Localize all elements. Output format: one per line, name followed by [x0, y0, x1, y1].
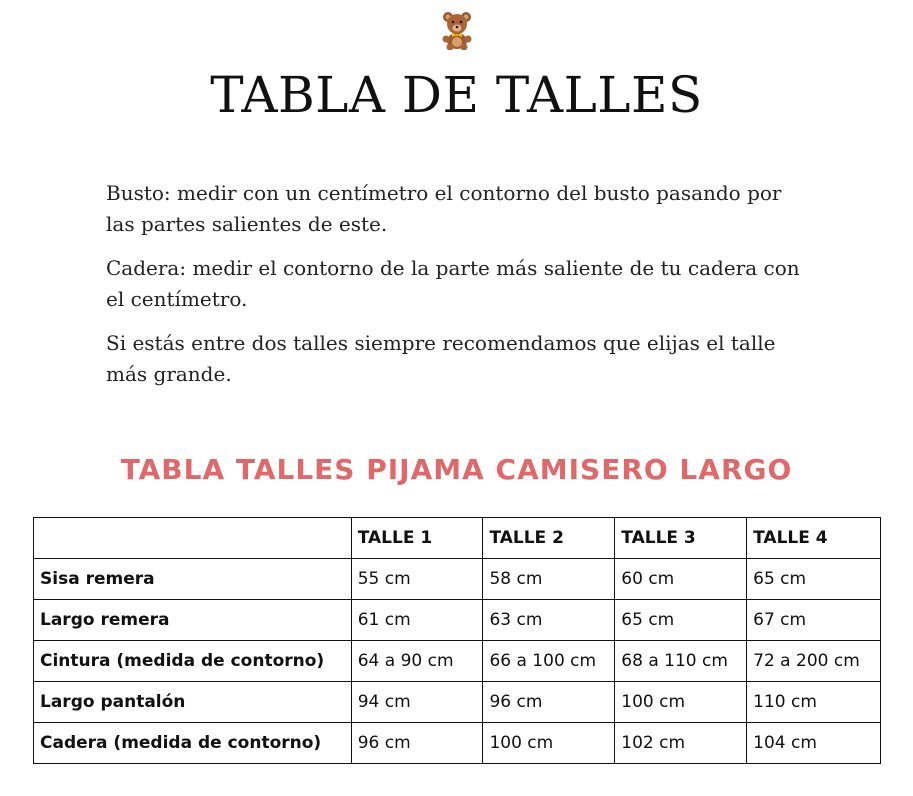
row-label: Largo pantalón: [34, 682, 352, 723]
page-title: TABLA DE TALLES: [210, 66, 703, 124]
table-cell: 65 cm: [747, 559, 881, 600]
table-row: [34, 723, 881, 764]
table-header-row: [34, 518, 881, 559]
table-header-talle-2: TALLE 2: [483, 518, 615, 559]
table-cell: 72 a 200 cm: [747, 641, 881, 682]
table-cell: 94 cm: [351, 682, 483, 723]
table-cell: 63 cm: [483, 600, 615, 641]
cadera-instructions: Cadera: medir el contorno de la parte más saliente de tu cadera con el centímetro.: [106, 256, 800, 311]
row-label: Largo remera: [34, 600, 352, 641]
size-table-title: TABLA TALLES PIJAMA CAMISERO LARGO: [120, 453, 793, 486]
row-label: Cintura (medida de contorno): [34, 641, 352, 682]
table-row: [34, 641, 881, 682]
teddy-bear-icon: [440, 10, 474, 50]
table-cell: 100 cm: [615, 682, 747, 723]
table-cell: 96 cm: [351, 723, 483, 764]
table-cell: 104 cm: [747, 723, 881, 764]
table-row: [34, 682, 881, 723]
table-header-talle-1: TALLE 1: [351, 518, 483, 559]
table-cell: 68 a 110 cm: [615, 641, 747, 682]
size-table: [33, 517, 881, 764]
table-cell: 55 cm: [351, 559, 483, 600]
table-row: [34, 600, 881, 641]
size-advice: Si estás entre dos talles siempre recomendamos que elijas el talle más grande.: [106, 331, 776, 386]
busto-instructions: Busto: medir con un centímetro el contorno del busto pasando por las partes salientes de este.: [106, 181, 782, 236]
table-cell: 67 cm: [747, 600, 881, 641]
table-cell: 58 cm: [483, 559, 615, 600]
table-header-talle-4: TALLE 4: [747, 518, 881, 559]
table-cell: 61 cm: [351, 600, 483, 641]
table-cell: 64 a 90 cm: [351, 641, 483, 682]
table-row: [34, 559, 881, 600]
table-header-empty: [34, 518, 352, 559]
table-header-talle-3: TALLE 3: [615, 518, 747, 559]
row-label: Cadera (medida de contorno): [34, 723, 352, 764]
table-cell: 102 cm: [615, 723, 747, 764]
table-cell: 66 a 100 cm: [483, 641, 615, 682]
table-cell: 100 cm: [483, 723, 615, 764]
table-cell: 96 cm: [483, 682, 615, 723]
row-label: Sisa remera: [34, 559, 352, 600]
table-cell: 65 cm: [615, 600, 747, 641]
table-cell: 60 cm: [615, 559, 747, 600]
table-cell: 110 cm: [747, 682, 881, 723]
intro-text: [106, 178, 816, 403]
